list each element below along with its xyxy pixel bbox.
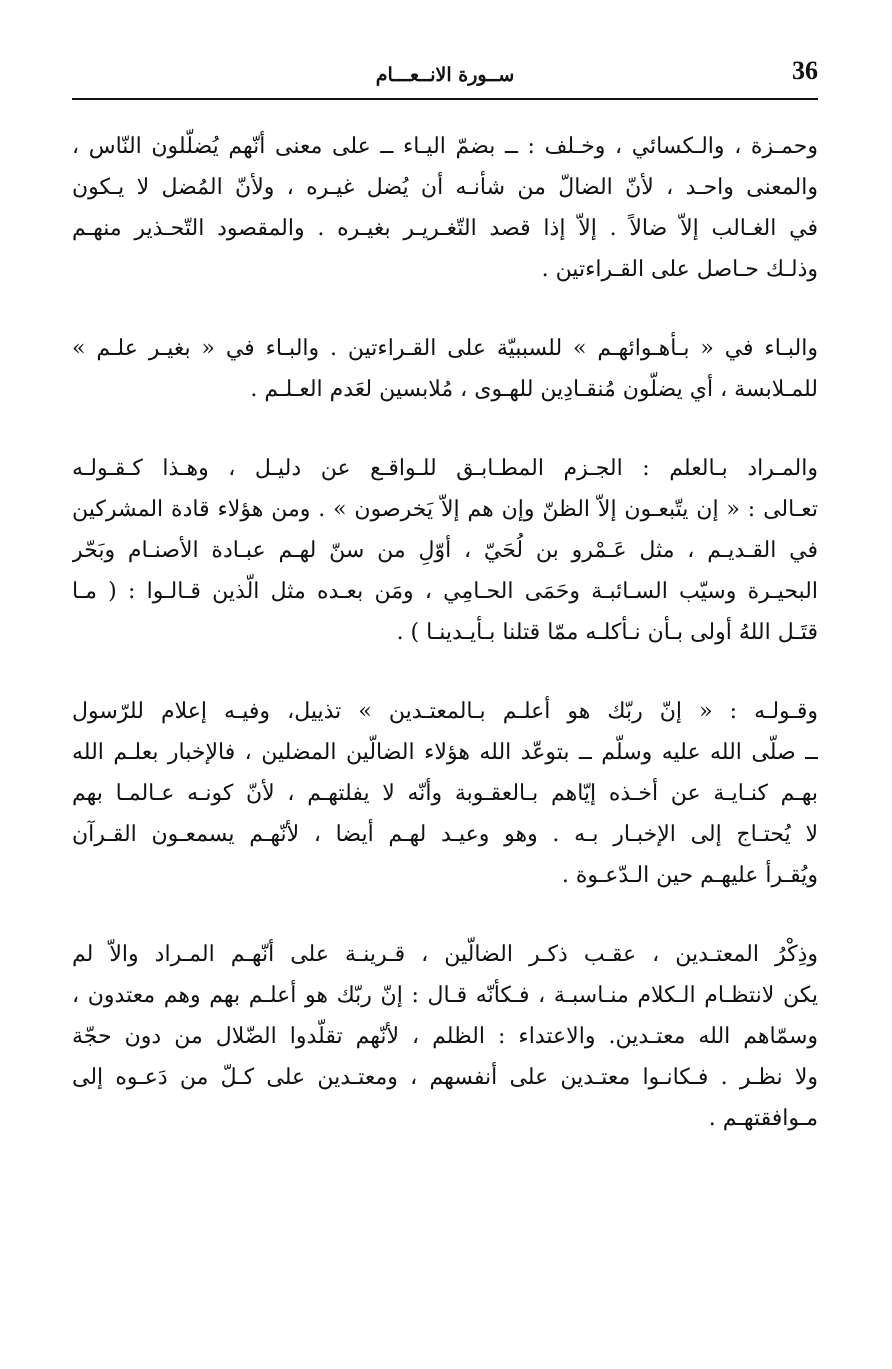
paragraph bbox=[72, 691, 818, 896]
paragraph bbox=[72, 448, 818, 653]
text-line: للمـلابسة ، أي يضلّون مُنقـادِين للهـوى ، مُلابسين لعَدم العـلـم . bbox=[250, 377, 818, 402]
paragraph bbox=[72, 934, 818, 1139]
text-line: والبـاء في « بـأهـوائهـم » للسببيّة على القـراءتين . والبـاء في « بغيـر علـم » bbox=[72, 336, 818, 361]
text-line: والمعنى واحـد ، لأنّ الضالّ من شأنـه أن يُضل غيـره ، ولأنّ المُضل لا يـكون bbox=[72, 175, 818, 200]
text-line: البحيـرة وسيّب السـائبـة وحَمَى الحـامِي ، ومَن بعـده مثل الّذين قـالـوا : ( مـا bbox=[72, 579, 818, 604]
text-line: في القـديـم ، مثل عَـمْرو بن لُحَيّ ، أوّلِ من سنّ لهـم عبـادة الأصنـام وبَحّر bbox=[72, 538, 818, 563]
paragraph bbox=[72, 126, 818, 290]
text-line: وسمّاهم الله معتـدين. والاعتداء : الظلم ، لأنّهم تقلّدوا الضّلال من دون حجّة bbox=[72, 1024, 818, 1049]
text-line: لا يُحتـاج إلى الإخبـار بـه . وهو وعيـد لهـم أيضا ، لأنّهـم يسمعـون القـرآن bbox=[72, 822, 818, 847]
text-line: بهـم كنـايـة عن أخـذه إيّاهم بـالعقـوبة وأنّه لا يفلتهـم ، لأنّ كونـه عـالمـا بهم bbox=[72, 781, 818, 806]
text-line: وذلـك حـاصل على القـراءتين . bbox=[541, 257, 818, 282]
text-line: وقـولـه : « إنّ ربّك هو أعلـم بـالمعتـدين » تذييل، وفيـه إعلام للرّسول bbox=[72, 699, 818, 724]
text-line: ــ صلّى الله عليه وسلّم ــ بتوعّد الله هؤلاء الضالّين المضلين ، فالإخبار بعلـم الله bbox=[72, 740, 818, 765]
running-title: ســورة الانــعـــام bbox=[375, 64, 515, 86]
text-line: تعـالى : « إن يتّبعـون إلاّ الظنّ وإن هم إلاّ يَخرصون » . ومن هؤلاء قادة المشركين bbox=[72, 497, 818, 522]
page-number: 36 bbox=[792, 56, 818, 85]
text-line: يكن لانتظـام الـكلام منـاسبـة ، فـكأنّه قـال : إنّ ربّك هو أعلـم بهم وهم معتدون ، bbox=[72, 983, 818, 1008]
text-line: قتَـل اللهُ أولى بـأن نـأكلـه ممّا قتلنا بـأيـدينـا ) . bbox=[396, 620, 818, 645]
body-text bbox=[72, 126, 818, 1139]
page-header bbox=[72, 52, 818, 100]
text-line: وذِكْرُ المعتـدين ، عقـب ذكـر الضالّين ، قـرينـة على أنّهـم المـراد والاّ لم bbox=[72, 942, 818, 967]
text-line: ويُقـرأ عليهـم حين الـدّعـوة . bbox=[561, 863, 818, 888]
text-line: في الغـالب إلاّ ضالاً . إلاّ إذا قصد التّغـريـر بغيـره . والمقصود التّحـذير منهـم bbox=[72, 216, 818, 241]
paragraph bbox=[72, 328, 818, 410]
text-line: والمـراد بـالعلم : الجـزم المطـابـق للـواقـع عن دليـل ، وهـذا كـقـولـه bbox=[72, 456, 818, 481]
text-line: ولا نظـر . فـكانـوا معتـدين على أنفسهم ، ومعتـدين على كـلّ من دَعـوه إلى bbox=[72, 1065, 818, 1090]
text-line: وحمـزة ، والـكسائي ، وخـلف : ــ بضمّ اليـاء ــ على معنى أنّهم يُضلّلون النّاس ، bbox=[72, 134, 818, 159]
text-line: مـوافقتهـم . bbox=[708, 1106, 818, 1131]
